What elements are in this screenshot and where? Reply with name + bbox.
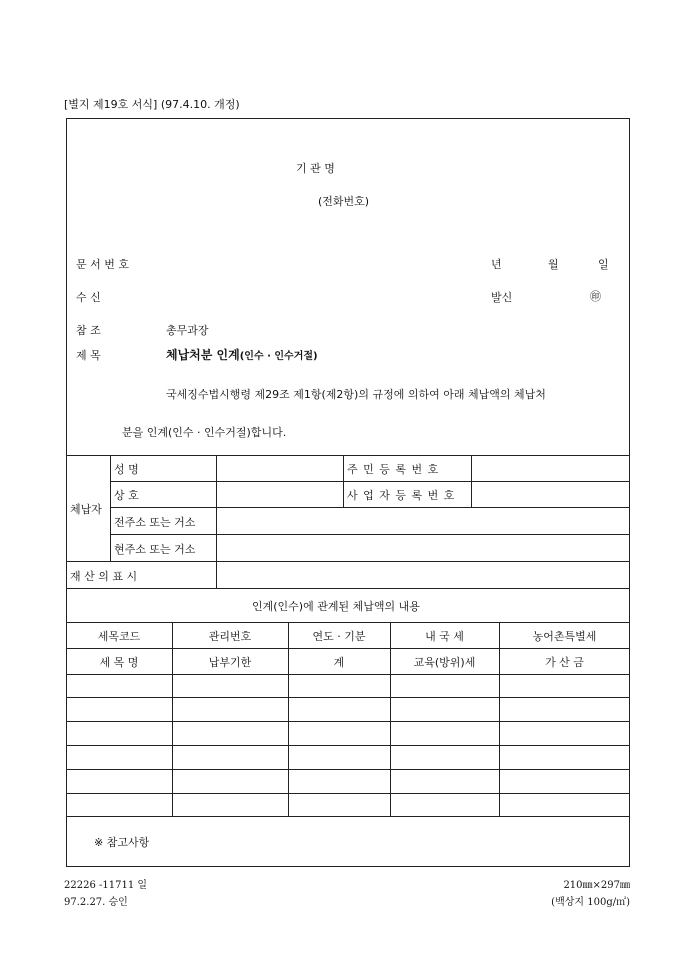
rule — [66, 697, 630, 698]
rule — [66, 721, 630, 722]
reference-value: 총무과장 — [166, 324, 209, 337]
rule — [66, 769, 630, 770]
sender-label: 발신 — [491, 291, 513, 304]
date-day-label: 일 — [598, 258, 609, 271]
rule — [216, 455, 217, 588]
rule — [110, 534, 630, 535]
rule — [172, 622, 173, 816]
current-address-label: 현주소 또는 거소 — [114, 543, 196, 556]
date-year-label: 년 — [491, 258, 502, 271]
rule — [343, 455, 344, 507]
form-header: [별지 제19호 서식] (97.4.10. 개정) — [64, 98, 240, 111]
remarks-label: ※ 참고사항 — [94, 836, 150, 849]
rule — [471, 455, 472, 507]
col-header-education-tax: 교육(방위)세 — [413, 656, 476, 669]
name-label: 성 명 — [114, 463, 139, 476]
col-header-domestic-tax: 내 국 세 — [425, 630, 464, 643]
col-header-management-no: 관리번호 — [208, 630, 252, 643]
agency-name: 기 관 명 — [296, 162, 335, 175]
resident-no-label: 주 민 등 록 번 호 — [347, 463, 440, 476]
col-header-total: 계 — [333, 656, 345, 669]
business-name-label: 상 호 — [114, 489, 139, 502]
seal-mark: ㊞ — [590, 290, 601, 303]
rule — [110, 481, 630, 482]
subject-label: 제 목 — [76, 349, 101, 362]
body-line-1: 국세징수법시행령 제29조 제1항(제2항)의 규정에 의하여 아래 체납액의 체납처 — [166, 388, 546, 401]
date-month-label: 월 — [548, 258, 559, 271]
col-header-tax-code: 세목코드 — [97, 630, 141, 643]
footer-code: 22226 -11711 일 — [64, 880, 148, 891]
footer-paper-size: 210㎜×297㎜ — [563, 880, 630, 891]
rule — [66, 455, 630, 456]
subject-main: 체납처분 인계 — [166, 348, 240, 362]
arrears-title: 인계(인수)에 관계된 체납액의 내용 — [252, 600, 420, 613]
rule — [499, 622, 500, 816]
col-header-penalty: 가 산 금 — [545, 656, 584, 669]
col-header-due-date: 납부기한 — [208, 656, 252, 669]
subject-title — [166, 346, 318, 363]
property-label: 재 산 의 표 시 — [70, 570, 138, 583]
rule — [66, 745, 630, 746]
col-header-tax-name: 세 목 명 — [99, 656, 139, 669]
recipient-label: 수 신 — [76, 291, 101, 304]
footer-approval: 97.2.27. 승인 — [64, 897, 128, 908]
doc-number-label: 문 서 번 호 — [76, 258, 129, 271]
agency-phone: (전화번호) — [318, 195, 370, 208]
rule — [66, 816, 630, 817]
rule — [288, 622, 289, 816]
col-header-rural-special-tax: 농어촌특별세 — [532, 630, 597, 643]
body-line-2: 분을 인계(인수 · 인수거절)합니다. — [122, 426, 287, 439]
rule — [66, 561, 630, 562]
rule — [66, 588, 630, 589]
subject-sub: (인수 · 인수거절) — [239, 351, 318, 362]
rule — [66, 622, 630, 623]
rule — [66, 674, 630, 675]
business-no-label: 사 업 자 등 록 번 호 — [347, 489, 456, 502]
taxpayer-group-label: 체납자 — [70, 503, 102, 516]
reference-label: 참 조 — [76, 324, 101, 337]
rule — [66, 648, 630, 649]
rule — [110, 455, 111, 561]
former-address-label: 전주소 또는 거소 — [114, 516, 196, 529]
col-header-year-period: 연도 · 기분 — [312, 630, 366, 643]
rule — [66, 793, 630, 794]
rule — [390, 622, 391, 816]
footer-paper-type: (백상지 100g/㎡) — [551, 897, 630, 908]
rule — [110, 507, 630, 508]
